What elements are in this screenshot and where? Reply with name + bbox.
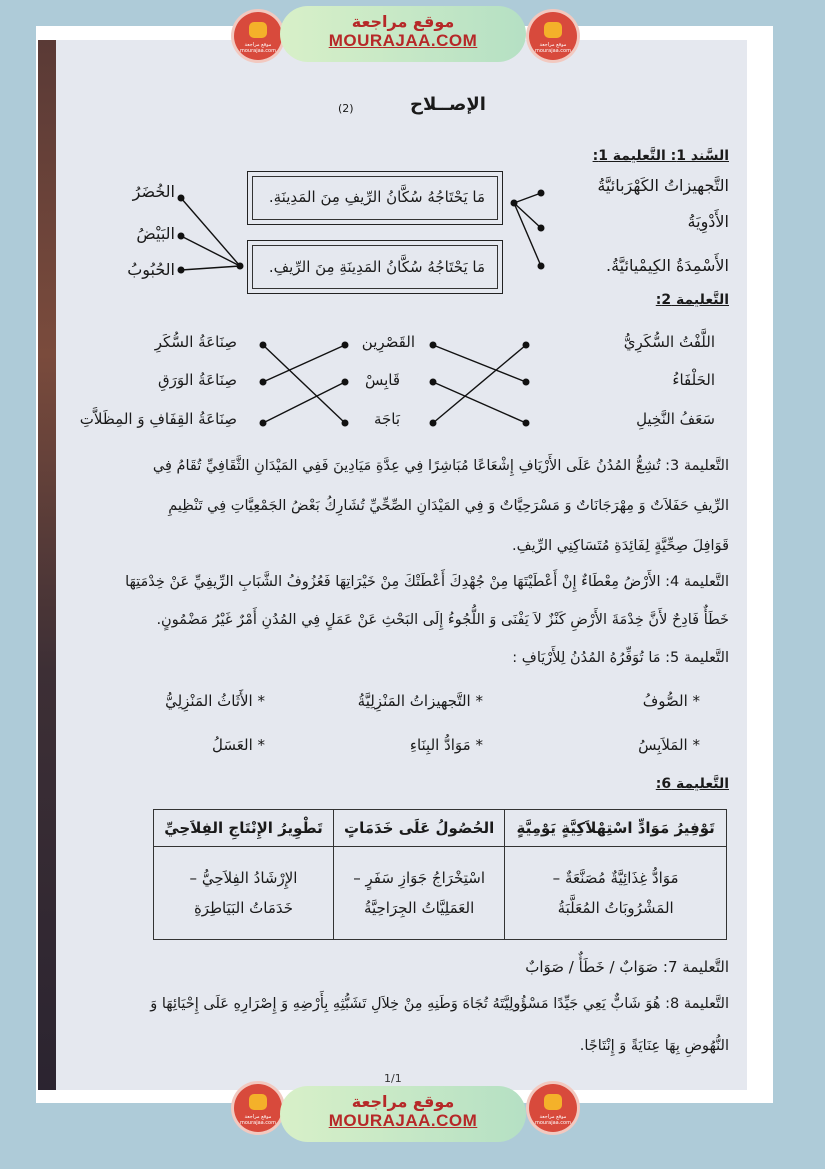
s1-link-line bbox=[514, 203, 541, 228]
s2-right-item: اللَّفْتُ السُّكَرِيُّ bbox=[623, 333, 715, 351]
s6-header-cell: الحُصُولُ عَلَى خَدَمَاتٍ bbox=[333, 810, 504, 847]
s2-dot bbox=[260, 342, 267, 349]
title-mark: (2) bbox=[338, 102, 354, 115]
s1-heading: السَّند 1: التَّعليمة 1: bbox=[592, 148, 729, 164]
s1-link-line bbox=[181, 266, 240, 270]
banner-latin[interactable]: MOURAJAA.COM bbox=[328, 31, 478, 50]
site-logo-badge bbox=[234, 12, 282, 60]
s2-dot bbox=[523, 342, 530, 349]
s2-right-item: الحَلْفَاءُ bbox=[672, 371, 715, 389]
s2-dot bbox=[260, 420, 267, 427]
s1-left-item: الخُضَرُ bbox=[132, 182, 175, 201]
s5-item: * الأَثَاثُ المَنْزِلِيُّ bbox=[165, 692, 265, 710]
s6-cell-line: مَوَادُّ غِذَائِيَّةٌ مُصَنَّعَةٌ – bbox=[552, 869, 679, 887]
s2-left-item: صِنَاعَةُ الوَرَقِ bbox=[158, 371, 237, 389]
s1-link-line bbox=[514, 203, 541, 266]
page-title: الإصــلاح bbox=[410, 94, 486, 115]
s6-cell-line: العَمَلِيَّاتُ الجِرَاحِيَّةُ bbox=[363, 899, 475, 917]
s1-box-1-text: مَا يَحْتَاجُهُ سُكَّانُ الرِّيفِ مِنَ المَدِينَةِ. bbox=[268, 188, 485, 206]
s2-right-item: سَعَفُ النَّخِيلِ bbox=[636, 410, 715, 428]
s2-dot bbox=[523, 379, 530, 386]
badge-label: موقع مراجعة mourajaa.com bbox=[534, 42, 571, 54]
s2-link-line bbox=[263, 382, 345, 423]
site-logo-badge bbox=[529, 12, 577, 60]
s6-cell-line: المَشْرُوبَاتُ المُعَلَّبَةُ bbox=[557, 899, 674, 917]
s2-dot bbox=[342, 420, 349, 427]
s6-header-cell: تَطْوِيرُ الإِنْتَاجِ الفِلاَحِيِّ bbox=[154, 810, 334, 847]
s4-line: التَّعليمة 4: الأَرْضُ مِعْطَاءٌ إِنْ أَعْطَيْتَهَا مِنْ جُهْدِكَ أَعْطَتْكَ مِنْ خَيْرَاتِهَا فَعُزُوفُ الشَّبَابِ الرِّيفِيِّ عَنْ خِدْمَتِهَا bbox=[125, 574, 729, 590]
s1-dot bbox=[538, 263, 545, 270]
s1-box-2-text: مَا يَحْتَاجُهُ سُكَّانُ المَدِينَةِ مِنَ الرِّيفِ. bbox=[268, 258, 485, 276]
s1-left-item: الحُبُوبُ bbox=[127, 260, 175, 279]
s2-dot bbox=[523, 420, 530, 427]
s2-link-line bbox=[263, 345, 345, 423]
s1-right-item: الأَدْوِيَةُ bbox=[687, 212, 729, 231]
s2-middle-item: القَصْرِين bbox=[361, 333, 415, 351]
s5-item: * العَسَلُ bbox=[212, 736, 265, 754]
s6-heading: التَّعليمة 6: bbox=[655, 776, 729, 792]
s5-item: * التَّجهيزاتُ المَنْزِلِيَّةُ bbox=[357, 692, 483, 710]
s5-item: * المَلاَبِسُ bbox=[638, 736, 700, 754]
s4-line: خَطَأٌ فَادِحٌ لأَنَّ خِدْمَةَ الأَرْضِ كَنْزٌ لاَ يَفْنَى وَ اللُّجُوءُ إِلَى البَحْثِ عَنْ عَمَلٍ فِي المُدُنِ أَمْرٌ غَيْرُ مَضْمُونٍ. bbox=[156, 612, 729, 628]
badge-label: موقع مراجعة mourajaa.com bbox=[239, 42, 276, 54]
s6-cell-line: الإِرْشَادُ الفِلاَحِيُّ – bbox=[189, 869, 298, 887]
s1-dot bbox=[178, 233, 185, 240]
page-number: 1/1 bbox=[384, 1072, 402, 1085]
s2-left-item: صِنَاعَةُ القِفَافِ وَ المِظَلاَّتِ bbox=[79, 410, 237, 428]
s2-dot bbox=[430, 379, 437, 386]
s2-link-line bbox=[263, 345, 345, 382]
s7-line: التَّعليمة 7: صَوَابٌ / خَطَأٌ / صَوَابٌ bbox=[525, 958, 729, 976]
top-site-banner[interactable] bbox=[280, 6, 526, 62]
s6-cell-line: خَدَمَاتُ البَيَاطِرَةِ bbox=[193, 899, 294, 917]
s5-item: * الصُّوفُ bbox=[642, 692, 700, 710]
site-logo-badge bbox=[234, 1084, 282, 1132]
s2-dot bbox=[260, 379, 267, 386]
s1-right-item: الأَسْمِدَةُ الكِيمْيائيَّةُ. bbox=[606, 256, 729, 275]
s2-dot bbox=[342, 379, 349, 386]
banner-arabic: موقع مراجعة bbox=[351, 1092, 455, 1111]
s6-cell-line: اسْتِخْرَاجُ جَوَازِ سَفَرٍ – bbox=[353, 869, 485, 887]
badge-label: موقع مراجعة mourajaa.com bbox=[239, 1114, 276, 1126]
s1-dot bbox=[538, 225, 545, 232]
s8-line: التَّعليمة 8: هُوَ شَابٌّ يَعِي جَيِّدًا مَسْؤُولِيَّتَهُ تُجَاهَ وَطَنِهِ مِنْ خِلاَلِ تَشَبُّثِهِ بِأَرْضِهِ وَ إِصْرَارِهِ عَلَى إِحْيَائِهَا وَ bbox=[150, 996, 729, 1012]
s1-link-line bbox=[181, 236, 240, 266]
s5-heading: التَّعليمة 5: مَا تُوَفِّرُهُ المُدُنُ لِلأَرْيَافِ : bbox=[512, 650, 729, 666]
s2-link-line bbox=[433, 345, 526, 423]
s1-right-item: التَّجهيزاتُ الكَهْرَبائيَّةُ bbox=[597, 176, 729, 195]
s2-link-line bbox=[433, 345, 526, 382]
s3-line: قَوَافِلَ صِحِّيَّةٍ لِفَائِدَةِ مُتَسَاكِنِي الرِّيفِ. bbox=[512, 538, 729, 554]
s2-left-item: صِنَاعَةُ السُّكَرِ bbox=[154, 333, 237, 351]
bottom-site-banner[interactable] bbox=[280, 1086, 526, 1142]
banner-arabic: موقع مراجعة bbox=[351, 12, 455, 31]
s1-dot bbox=[178, 267, 185, 274]
site-logo-badge bbox=[529, 1084, 577, 1132]
s1-left-item: البَيْضُ bbox=[136, 224, 175, 243]
s2-dot bbox=[342, 342, 349, 349]
s2-heading: التَّعليمة 2: bbox=[655, 292, 729, 308]
s1-link-line bbox=[514, 193, 541, 203]
s1-dot bbox=[511, 200, 518, 207]
s2-dot bbox=[430, 342, 437, 349]
s2-link-line bbox=[433, 382, 526, 423]
s1-link-line bbox=[181, 198, 240, 266]
s1-dot bbox=[538, 190, 545, 197]
s2-middle-item: بَاجَة bbox=[373, 410, 400, 428]
s2-dot bbox=[430, 420, 437, 427]
s1-dot bbox=[178, 195, 185, 202]
s8-line: النُّهُوضِ بِهَا عِنَايَةً وَ إِنْتَاجًا. bbox=[579, 1038, 729, 1054]
badge-label: موقع مراجعة mourajaa.com bbox=[534, 1114, 571, 1126]
s6-header-cell: تَوْفِيرُ مَوَادٍّ اسْتِهْلاَكِيَّةٍ يَوْمِيَّةٍ bbox=[505, 810, 727, 847]
s1-dot bbox=[237, 263, 244, 270]
s2-middle-item: قَابِسْ bbox=[364, 371, 400, 389]
s5-item: * مَوَادُّ البِنَاءِ bbox=[409, 736, 483, 754]
banner-latin[interactable]: MOURAJAA.COM bbox=[328, 1111, 478, 1130]
s3-line: التَّعليمة 3: تُشِعُّ المُدُنُ عَلَى الأَرْيَافِ إِشْعَاعًا مُبَاشِرًا فِي عِدَّةِ مَيَادِينَ فَفِي المَيْدَانِ الثَّقَافِيِّ تُقَامُ فِي bbox=[152, 458, 729, 474]
s3-line: الرِّيفِ حَفَلاَتٌ وَ مِهْرَجَانَاتٌ وَ مَسْرَحِيَّاتٌ وَ فِي المَيْدَانِ الصِّحِّيِّ تُشَارِكُ بَعْضُ الجَمْعِيَّاتِ فِي تَنْظِيمِ bbox=[168, 498, 729, 514]
